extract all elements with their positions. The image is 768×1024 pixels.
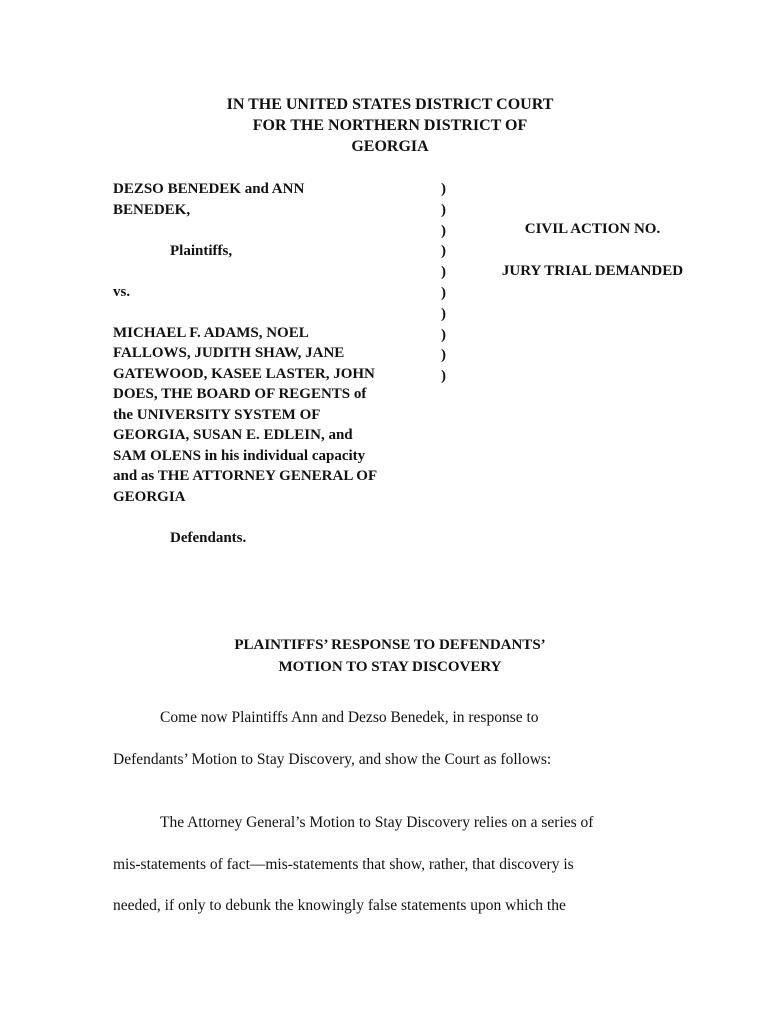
caption-paren: )	[441, 368, 446, 385]
body-line: mis-statements of fact—mis-statements that show, rather, that discovery is	[113, 855, 574, 873]
body-paragraph	[113, 697, 673, 780]
defendant-names-line: GATEWOOD, KASEE LASTER, JOHN	[113, 365, 375, 382]
caption-paren: )	[441, 222, 446, 239]
caption-paren: )	[441, 243, 446, 260]
body-line: The Attorney General’s Motion to Stay Discovery relies on a series of	[160, 814, 594, 831]
defendants-label: Defendants.	[170, 529, 247, 546]
body-line: Come now Plaintiffs Ann and Dezso Benedek, in response to	[160, 709, 539, 726]
caption-paren: )	[441, 305, 446, 322]
plaintiffs-label: Plaintiffs,	[170, 242, 233, 259]
caption-paren: )	[441, 326, 446, 343]
caption-paren: )	[441, 201, 446, 218]
defendant-names-line: MICHAEL F. ADAMS, NOEL	[113, 324, 309, 341]
caption-divider	[441, 179, 453, 387]
plaintiff-names: BENEDEK,	[113, 201, 191, 218]
document-body	[113, 697, 673, 927]
plaintiff-names: DEZSO BENEDEK and ANN	[113, 181, 305, 197]
defendant-names-line: SAM OLENS in his individual capacity	[113, 447, 366, 464]
defendant-names-line: the UNIVERSITY SYSTEM OF	[113, 406, 321, 423]
defendant-names-line: GEORGIA, SUSAN E. EDLEIN, and	[113, 427, 353, 443]
caption-paren: )	[441, 284, 446, 301]
court-heading-line: FOR THE NORTHERN DISTRICT OF	[252, 117, 528, 134]
caption-paren: )	[441, 347, 446, 364]
defendant-names-line: GEORGIA	[113, 488, 186, 505]
body-line: Defendants’ Motion to Stay Discovery, and show the Court as follows:	[113, 750, 552, 768]
court-heading-line: GEORGIA	[351, 138, 429, 155]
court-heading-line: IN THE UNITED STATES DISTRICT COURT	[226, 96, 554, 113]
document-title	[130, 634, 650, 678]
court-heading	[130, 94, 650, 157]
defendant-names-line: FALLOWS, JUDITH SHAW, JANE	[113, 345, 345, 361]
caption-paren: )	[441, 181, 446, 197]
versus-label: vs.	[113, 283, 131, 300]
civil-action-number: CIVIL ACTION NO.	[524, 221, 661, 237]
body-line: needed, if only to debunk the knowingly false statements upon which the	[113, 897, 566, 914]
document-title-line: PLAINTIFFS’ RESPONSE TO DEFENDANTS’	[234, 637, 546, 653]
case-caption-parties	[113, 179, 443, 548]
defendant-names-line: DOES, THE BOARD OF REGENTS of	[113, 386, 367, 402]
jury-trial-demanded: JURY TRIAL DEMANDED	[501, 263, 684, 279]
defendant-names-line: and as THE ATTORNEY GENERAL OF	[113, 468, 378, 484]
document-title-line: MOTION TO STAY DISCOVERY	[278, 659, 502, 675]
body-paragraph	[113, 802, 673, 927]
caption-paren: )	[441, 264, 446, 281]
